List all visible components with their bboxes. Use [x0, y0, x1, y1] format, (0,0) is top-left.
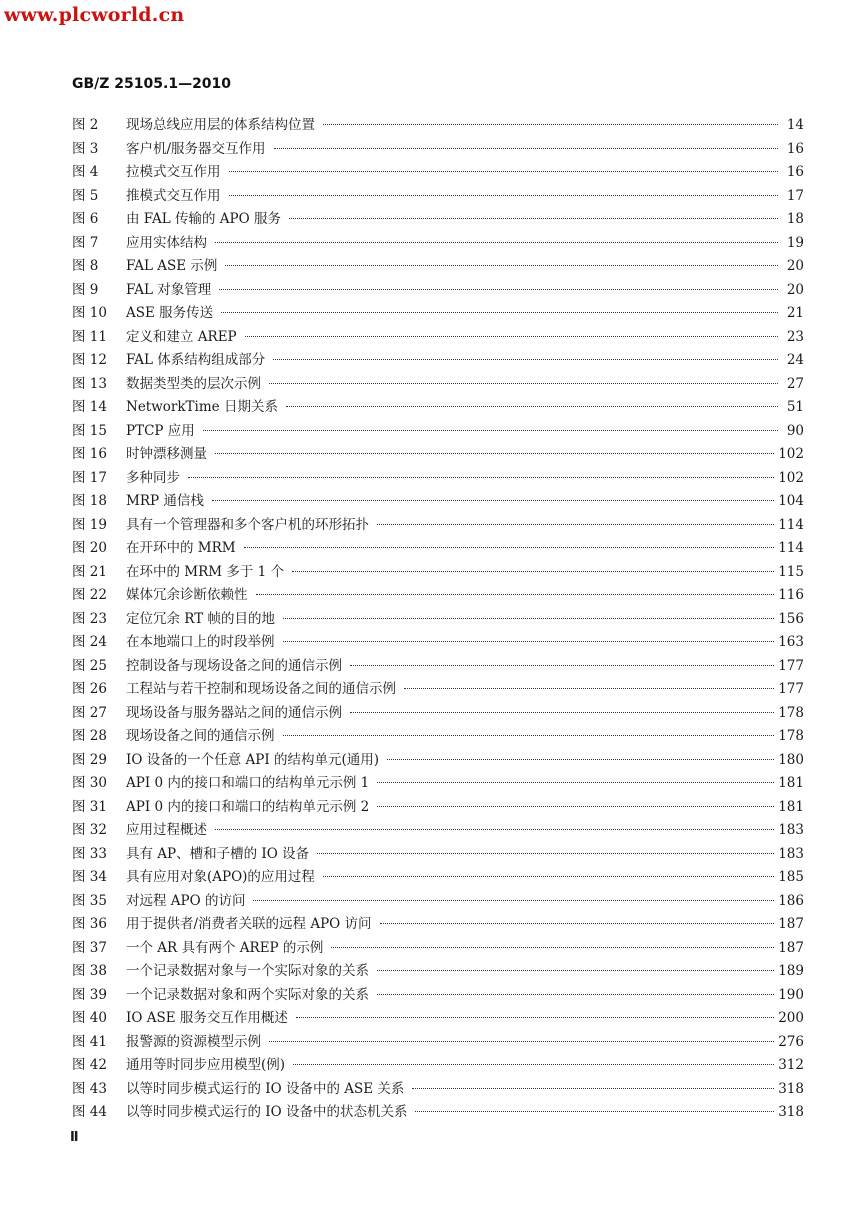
dot-leader: [219, 289, 778, 290]
toc-entry[interactable]: [72, 820, 804, 844]
figure-number: 图 24: [72, 634, 107, 650]
dot-leader: [377, 806, 774, 807]
toc-entry[interactable]: [72, 679, 804, 703]
dot-leader: [283, 735, 775, 736]
figure-title: 工程站与若干控制和现场设备之间的通信示例: [126, 681, 396, 697]
figure-page-number: 114: [778, 516, 804, 533]
figure-title: 数据类型类的层次示例: [126, 375, 261, 392]
toc-entry[interactable]: [72, 256, 804, 280]
toc-entry[interactable]: [72, 797, 804, 821]
figure-page-number: 18: [786, 211, 804, 227]
dot-leader: [323, 876, 774, 877]
figure-title: API 0 内的接口和端口的结构单元示例 2: [126, 798, 370, 815]
toc-entry[interactable]: [72, 632, 804, 656]
dot-leader: [377, 524, 774, 525]
figure-title: 对远程 APO 的访问: [126, 892, 246, 909]
figure-page-number: 14: [786, 117, 804, 133]
dot-leader: [225, 265, 778, 266]
figure-number: 图 34: [72, 869, 107, 885]
page-number: Ⅱ: [70, 1130, 79, 1145]
toc-entry[interactable]: [72, 303, 804, 327]
figure-title: 具有 AP、槽和子槽的 IO 设备: [126, 845, 310, 862]
figure-title: 现场总线应用层的体系结构位置: [126, 117, 315, 133]
figure-title: 一个 AR 具有两个 AREP 的示例: [126, 939, 324, 956]
figure-page-number: 115: [778, 563, 804, 580]
figure-number: 图 11: [72, 328, 107, 345]
dot-leader: [215, 453, 774, 454]
dot-leader: [215, 242, 778, 243]
figure-title: MRP 通信栈: [126, 493, 204, 509]
toc-entry[interactable]: [72, 891, 804, 915]
figure-page-number: 180: [778, 751, 804, 768]
toc-entry[interactable]: [72, 867, 804, 891]
figure-number: 图 12: [72, 352, 107, 368]
figure-page-number: 114: [778, 540, 804, 556]
dot-leader: [269, 383, 778, 384]
figure-number: 图 44: [72, 1104, 107, 1120]
figure-title: 现场设备之间的通信示例: [126, 728, 275, 744]
figure-page-number: 186: [778, 892, 804, 909]
figure-title: 以等时同步模式运行的 IO 设备中的 ASE 关系: [126, 1080, 405, 1097]
toc-entry[interactable]: [72, 186, 804, 210]
figure-title: 在环中的 MRM 多于 1 个: [126, 563, 285, 580]
figure-title: 由 FAL 传输的 APO 服务: [126, 211, 281, 227]
toc-entry[interactable]: [72, 961, 804, 985]
dot-leader: [256, 594, 775, 595]
figure-page-number: 24: [786, 352, 804, 368]
toc-entry[interactable]: [72, 585, 804, 609]
figure-page-number: 20: [786, 258, 804, 274]
toc-entry[interactable]: [72, 726, 804, 750]
figure-title: PTCP 应用: [126, 422, 195, 439]
figure-number: 图 3: [72, 140, 99, 157]
dot-leader: [215, 829, 774, 830]
dot-leader: [387, 759, 774, 760]
dot-leader: [412, 1088, 774, 1089]
toc-entry[interactable]: [72, 844, 804, 868]
figure-title: 以等时同步模式运行的 IO 设备中的状态机关系: [126, 1104, 408, 1120]
figure-title: 一个记录数据对象与一个实际对象的关系: [126, 963, 369, 979]
dot-leader: [253, 900, 774, 901]
figure-number: 图 40: [72, 1010, 107, 1026]
figure-number: 图 14: [72, 399, 107, 415]
figure-page-number: 181: [778, 798, 804, 815]
figure-number: 图 26: [72, 681, 107, 697]
figure-page-number: 178: [778, 728, 804, 744]
figure-number: 图 23: [72, 610, 107, 627]
toc-entry[interactable]: [72, 985, 804, 1009]
toc-entry[interactable]: [72, 538, 804, 562]
toc-entry[interactable]: [72, 914, 804, 938]
toc-entry[interactable]: [72, 374, 804, 398]
figure-page-number: 156: [778, 610, 804, 627]
toc-entry[interactable]: [72, 1102, 804, 1126]
figure-title: 控制设备与现场设备之间的通信示例: [126, 657, 342, 674]
figure-title: IO ASE 服务交互作用概述: [126, 1010, 288, 1026]
figure-page-number: 189: [778, 963, 804, 979]
figure-title: 现场设备与服务器站之间的通信示例: [126, 704, 342, 721]
dot-leader: [229, 171, 779, 172]
figure-number: 图 35: [72, 892, 107, 909]
figure-page-number: 163: [778, 634, 804, 650]
figure-title: 时钟漂移测量: [126, 446, 207, 462]
figure-title: 定位冗余 RT 帧的目的地: [126, 610, 276, 627]
figure-page-number: 16: [786, 164, 804, 180]
toc-entry[interactable]: [72, 421, 804, 445]
figure-page-number: 200: [778, 1010, 804, 1026]
figure-page-number: 90: [786, 422, 804, 439]
toc-entry[interactable]: [72, 1055, 804, 1079]
figure-number: 图 38: [72, 963, 107, 979]
toc-entry[interactable]: [72, 1079, 804, 1103]
figure-number: 图 27: [72, 704, 107, 721]
dot-leader: [273, 359, 778, 360]
dot-leader: [350, 712, 774, 713]
toc-entry[interactable]: [72, 397, 804, 421]
figure-title: 应用过程概述: [126, 822, 207, 838]
figure-page-number: 187: [778, 916, 804, 932]
figure-page-number: 23: [786, 328, 804, 345]
dot-leader: [323, 124, 778, 125]
dot-leader: [350, 665, 774, 666]
figure-page-number: 51: [786, 399, 804, 415]
figure-page-number: 116: [778, 587, 804, 603]
toc-entry[interactable]: [72, 444, 804, 468]
figure-title: IO 设备的一个任意 API 的结构单元(通用): [126, 751, 379, 768]
figure-title: 在本地端口上的时段举例: [126, 634, 275, 650]
figure-number: 图 36: [72, 916, 107, 932]
figure-number: 图 42: [72, 1057, 107, 1073]
toc-entry[interactable]: [72, 703, 804, 727]
dot-leader: [377, 970, 774, 971]
figure-page-number: 16: [786, 140, 804, 157]
figure-number: 图 7: [72, 234, 99, 251]
dot-leader: [292, 571, 774, 572]
figure-page-number: 318: [778, 1104, 804, 1120]
dot-leader: [221, 312, 778, 313]
figure-page-number: 183: [778, 845, 804, 862]
dot-leader: [203, 430, 778, 431]
figure-number: 图 18: [72, 493, 107, 509]
watermark-url: www.plcworld.cn: [4, 4, 185, 26]
figure-number: 图 22: [72, 587, 107, 603]
dot-leader: [286, 406, 778, 407]
dot-leader: [377, 994, 774, 995]
toc-entry[interactable]: [72, 938, 804, 962]
dot-leader: [380, 923, 775, 924]
figure-page-number: 104: [778, 493, 804, 509]
figure-title: 客户机/服务器交互作用: [126, 140, 266, 157]
figure-number: 图 33: [72, 845, 107, 862]
figure-title: 多种同步: [126, 469, 180, 486]
standard-code: GB/Z 25105.1—2010: [72, 76, 232, 92]
figure-page-number: 318: [778, 1080, 804, 1097]
toc-entry[interactable]: [72, 139, 804, 163]
figure-title: FAL 体系结构组成部分: [126, 352, 266, 368]
figure-page-number: 312: [778, 1057, 804, 1073]
dot-leader: [293, 1064, 774, 1065]
figure-number: 图 8: [72, 258, 99, 274]
figure-page-number: 20: [786, 281, 804, 298]
figure-number: 图 5: [72, 187, 99, 204]
figure-page-number: 27: [786, 375, 804, 392]
dot-leader: [245, 336, 778, 337]
figure-title: NetworkTime 日期关系: [126, 399, 278, 415]
toc-entry[interactable]: [72, 656, 804, 680]
figure-page-number: 21: [786, 305, 804, 321]
figure-title: ASE 服务传送: [126, 305, 214, 321]
figure-title: 具有应用对象(APO)的应用过程: [126, 869, 315, 885]
dot-leader: [331, 947, 774, 948]
dot-leader: [188, 477, 774, 478]
figure-title: FAL 对象管理: [126, 281, 212, 298]
figure-number: 图 31: [72, 798, 107, 815]
dot-leader: [283, 618, 774, 619]
figure-title: 拉模式交互作用: [126, 164, 221, 180]
toc-entry[interactable]: [72, 115, 804, 139]
figure-number: 图 17: [72, 469, 107, 486]
dot-leader: [377, 782, 774, 783]
figure-title: 用于提供者/消费者关联的远程 APO 访问: [126, 916, 372, 932]
toc-entry[interactable]: [72, 562, 804, 586]
figure-page-number: 185: [778, 869, 804, 885]
figure-title: 推模式交互作用: [126, 187, 221, 204]
figure-page-number: 177: [778, 657, 804, 674]
figure-number: 图 28: [72, 728, 107, 744]
figure-number: 图 6: [72, 211, 99, 227]
figure-page-number: 19: [786, 234, 804, 251]
dot-leader: [296, 1017, 774, 1018]
figure-title: 媒体冗余诊断依赖性: [126, 587, 248, 603]
dot-leader: [212, 500, 774, 501]
figure-list: [72, 115, 804, 1126]
figure-number: 图 43: [72, 1080, 107, 1097]
figure-page-number: 181: [778, 775, 804, 791]
figure-title: API 0 内的接口和端口的结构单元示例 1: [126, 775, 370, 791]
figure-number: 图 16: [72, 446, 107, 462]
figure-number: 图 20: [72, 540, 107, 556]
toc-entry[interactable]: [72, 750, 804, 774]
figure-number: 图 19: [72, 516, 107, 533]
toc-entry[interactable]: [72, 233, 804, 257]
figure-number: 图 30: [72, 775, 107, 791]
toc-entry[interactable]: [72, 609, 804, 633]
toc-entry[interactable]: [72, 350, 804, 374]
figure-number: 图 25: [72, 657, 107, 674]
figure-number: 图 2: [72, 117, 99, 133]
figure-page-number: 190: [778, 986, 804, 1003]
figure-page-number: 17: [786, 187, 804, 204]
figure-number: 图 37: [72, 939, 107, 956]
figure-title: 一个记录数据对象和两个实际对象的关系: [126, 986, 369, 1003]
toc-entry[interactable]: [72, 162, 804, 186]
dot-leader: [415, 1111, 774, 1112]
dot-leader: [229, 195, 779, 196]
figure-page-number: 177: [778, 681, 804, 697]
figure-number: 图 29: [72, 751, 107, 768]
figure-number: 图 9: [72, 281, 99, 298]
figure-number: 图 13: [72, 375, 107, 392]
toc-entry[interactable]: [72, 773, 804, 797]
toc-entry[interactable]: [72, 1008, 804, 1032]
figure-number: 图 32: [72, 822, 107, 838]
dot-leader: [274, 148, 778, 149]
dot-leader: [283, 641, 775, 642]
dot-leader: [404, 688, 774, 689]
toc-entry[interactable]: [72, 515, 804, 539]
toc-entry[interactable]: [72, 280, 804, 304]
figure-number: 图 10: [72, 305, 107, 321]
figure-page-number: 102: [778, 469, 804, 486]
figure-number: 图 21: [72, 563, 107, 580]
toc-entry[interactable]: [72, 468, 804, 492]
dot-leader: [269, 1041, 774, 1042]
dot-leader: [289, 218, 778, 219]
figure-page-number: 276: [778, 1033, 804, 1050]
figure-number: 图 41: [72, 1033, 107, 1050]
figure-page-number: 187: [778, 939, 804, 956]
figure-number: 图 15: [72, 422, 107, 439]
figure-title: 通用等时同步应用模型(例): [126, 1057, 286, 1073]
figure-number: 图 4: [72, 164, 99, 180]
figure-title: FAL ASE 示例: [126, 258, 218, 274]
toc-entry[interactable]: [72, 491, 804, 515]
figure-page-number: 183: [778, 822, 804, 838]
toc-entry[interactable]: [72, 1032, 804, 1056]
figure-page-number: 178: [778, 704, 804, 721]
figure-title: 定义和建立 AREP: [126, 328, 237, 345]
figure-title: 报警源的资源模型示例: [126, 1033, 261, 1050]
dot-leader: [244, 547, 775, 548]
figure-title: 具有一个管理器和多个客户机的环形拓扑: [126, 516, 369, 533]
figure-number: 图 39: [72, 986, 107, 1003]
figure-title: 应用实体结构: [126, 234, 207, 251]
toc-entry[interactable]: [72, 327, 804, 351]
dot-leader: [317, 853, 774, 854]
figure-page-number: 102: [778, 446, 804, 462]
figure-title: 在开环中的 MRM: [126, 540, 236, 556]
toc-entry[interactable]: [72, 209, 804, 233]
